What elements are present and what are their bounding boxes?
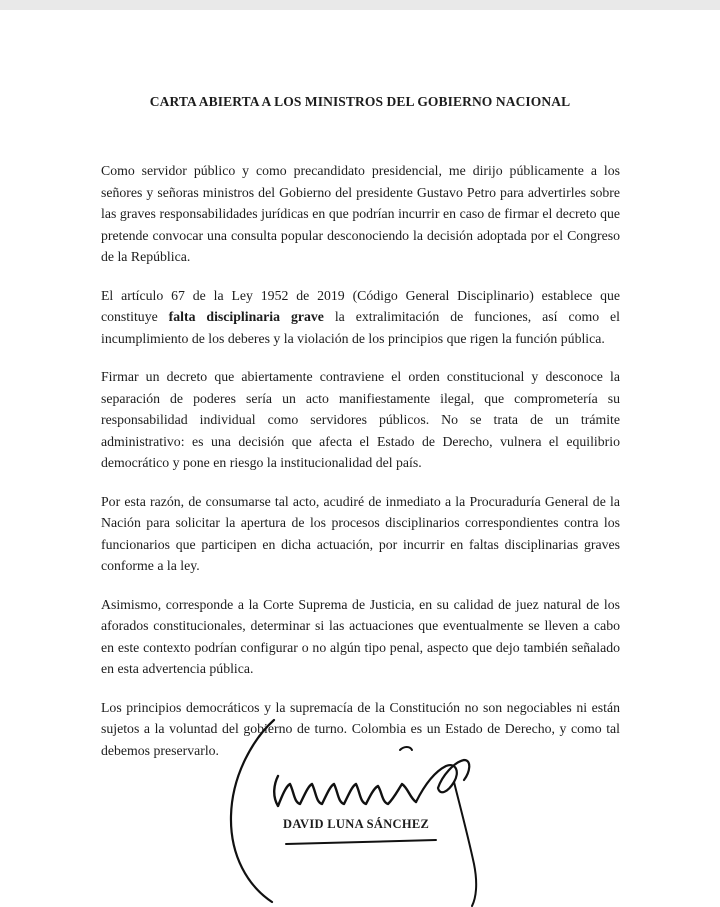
paragraph-5	[101, 594, 620, 680]
paragraph-4	[101, 491, 620, 577]
paragraph-1	[101, 160, 620, 268]
viewer-top-bar	[0, 0, 720, 10]
paragraph-1-text: Como servidor público y como precandidato presidencial, me dirijo públicamente a los señores y señoras ministros del Gobierno del presidente Gustavo Petro para advertirles sobre las graves responsabilidades jurídicas en que podrían incurrir en caso de firmar el decreto que pretende convocar una consulta popular desconociendo la decisión adoptada por el Congreso de la República.	[101, 163, 620, 264]
paragraph-2-text-start: El artículo 67 de la Ley 1952 de 2019 (Código General Disciplinario) establece que constituye	[101, 287, 620, 324]
letter-body	[101, 160, 620, 778]
paragraph-4-text: Por esta razón, de consumarse tal acto, acudiré de inmediato a la Procuraduría General de la Nación para solicitar la apertura de los procesos disciplinarios correspondientes contra los funcionarios que participen en dicha actuación, por incurrir en faltas disciplinarias graves conforme a la ley.	[101, 493, 620, 573]
handwritten-signature	[228, 716, 488, 907]
signatory-name: DAVID LUNA SÁNCHEZ	[283, 817, 430, 831]
paragraph-2-text-end: la extralimitación de funciones, así como el incumplimiento de los deberes y la violación de los principios que rigen la función pública.	[101, 309, 620, 346]
letter-title: CARTA ABIERTA A LOS MINISTROS DEL GOBIERNO NACIONAL	[149, 94, 571, 109]
paragraph-3-text: Firmar un decreto que abiertamente contraviene el orden constitucional y desconoce la separación de poderes sería un acto manifiestamente ilegal, que comprometería su responsabilidad individual como servidores públicos. No se trata de un trámite administrativo: es una decisión que afecta el Estado de Derecho, vulnera el equilibrio democrático y pone en riesgo la institucionalidad del país.	[101, 369, 620, 470]
paragraph-2-emphasis: falta disciplinaria grave	[168, 309, 324, 324]
paragraph-2	[101, 285, 620, 350]
paragraph-5-text: Asimismo, corresponde a la Corte Suprema de Justicia, en su calidad de juez natural de los aforados constitucionales, determinar si las actuaciones que eventualmente se lleven a cabo en este contexto podrían configurar o no algún tipo penal, aspecto que dejo también señalado en esta advertencia pública.	[101, 596, 620, 676]
paragraph-6-text: Los principios democráticos y la supremacía de la Constitución no son negociables ni están sujetos a la voluntad del gobierno de turno. Colombia es un Estado de Derecho, y como tal debemos preservarlo.	[101, 699, 620, 758]
paragraph-3	[101, 366, 620, 474]
